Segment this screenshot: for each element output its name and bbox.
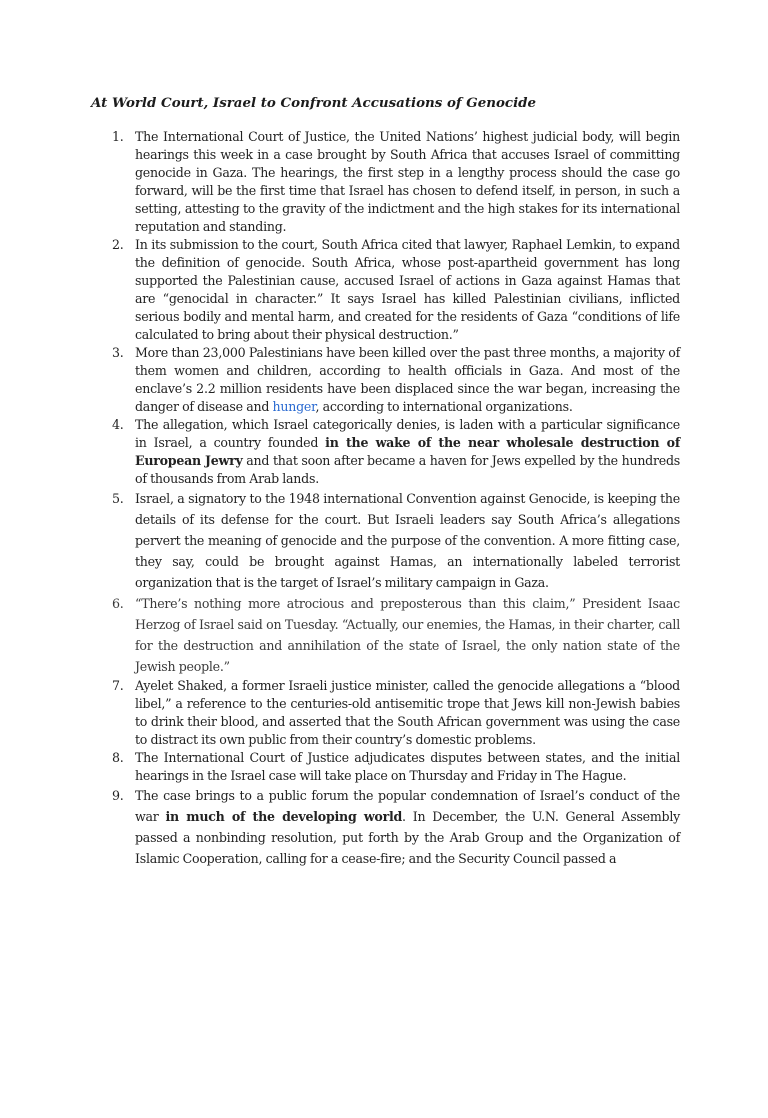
list-item [91,593,680,677]
list-number: 2. [112,237,124,252]
list-item [91,236,680,344]
list-item-text: . In December, the U.N. General Assembly passed a nonbinding resolution, put forth by the Arab Group and the Organization of Islamic Cooperation, calling for a cease-fire; and the Security Council passed a [135,809,681,866]
list-number: 1. [112,129,124,144]
list-item-text: “There’s nothing more atrocious and preposterous than this claim,” President Isaac Herzog of Israel said on Tuesday. “Actually, our enemies, the Hamas, in their charter, call for the destruction and annihilation of the state of Israel, the only nation state of the Jewish people.” [135,596,680,674]
list-item [91,344,680,416]
list-item-text: The allegation, which Israel categorically denies, is laden with a particular significance in Israel, a country founded [135,417,680,450]
list-item-text: The case brings to a public forum the popular condemnation of Israel’s conduct of the war [135,788,680,824]
list-item-text: and that soon after became a haven for Jews expelled by the hundreds of thousands from Arab lands. [135,453,680,486]
list-item [91,416,680,488]
list-number: 9. [112,788,124,803]
bold-phrase: in the wake of the near wholesale destruction of European Jewry [135,435,680,468]
list-number: 4. [112,417,124,432]
list-item [91,677,680,749]
list-item-text: More than 23,000 Palestinians have been killed over the past three months, a majority of them women and children, according to health officials in Gaza. And most of the enclave’s 2.2 million residents have been displaced since the war began, increasing the danger of disease and [135,345,680,414]
numbered-list [91,128,680,869]
list-item-text: Ayelet Shaked, a former Israeli justice minister, called the genocide allegations a “blood libel,” a reference to the centuries-old antisemitic trope that Jews kill non-Jewish babies to drink their blood, and asserted that the South African government was using the case to distract its own public from their country’s domestic problems. [135,678,680,747]
document-page [0,94,768,1118]
list-item-text: In its submission to the court, South Africa cited that lawyer, Raphael Lemkin, to expand the definition of genocide. South Africa, whose post-apartheid government has long supported the Palestinian cause, accused Israel of actions in Gaza against Hamas that are “genocidal in character.” It says Israel has killed Palestinian civilians, inflicted serious bodily and mental harm, and created for the residents of Gaza “conditions of life calculated to bring about their physical destruction.” [135,237,680,342]
list-item [91,128,680,236]
list-number: 5. [112,491,124,506]
list-number: 6. [112,596,124,611]
list-number: 7. [112,678,124,693]
list-item-text: Israel, a signatory to the 1948 international Convention against Genocide, is keeping the details of its defense for the court. But Israeli leaders say South Africa’s allegations pervert the meaning of genocide and the purpose of the convention. A more fitting case, they say, could be brought against Hamas, an internationally labeled terrorist organization that is the target of Israel’s military campaign in Gaza. [135,491,680,590]
list-item-text: The International Court of Justice adjudicates disputes between states, and the initial hearings in the Israel case will take place on Thursday and Friday in The Hague. [135,750,680,783]
document-title: At World Court, Israel to Confront Accusations of Genocide [91,95,537,111]
list-number: 8. [112,750,124,765]
list-item [91,749,680,785]
list-item [91,488,680,593]
list-item-text: , according to international organizations. [315,399,573,414]
list-item [91,785,680,869]
hunger-link[interactable]: hunger [272,399,316,414]
list-item-text: The International Court of Justice, the United Nations’ highest judicial body, will begin hearings this week in a case brought by South Africa that accuses Israel of committing genocide in Gaza. The hearings, the first step in a lengthy process should the case go forward, will be the first time that Israel has chosen to defend itself, in person, in such a setting, attesting to the gravity of the indictment and the high stakes for its international reputation and standing. [135,129,680,234]
list-number: 3. [112,345,124,360]
bold-phrase: in much of the developing world [165,809,403,824]
